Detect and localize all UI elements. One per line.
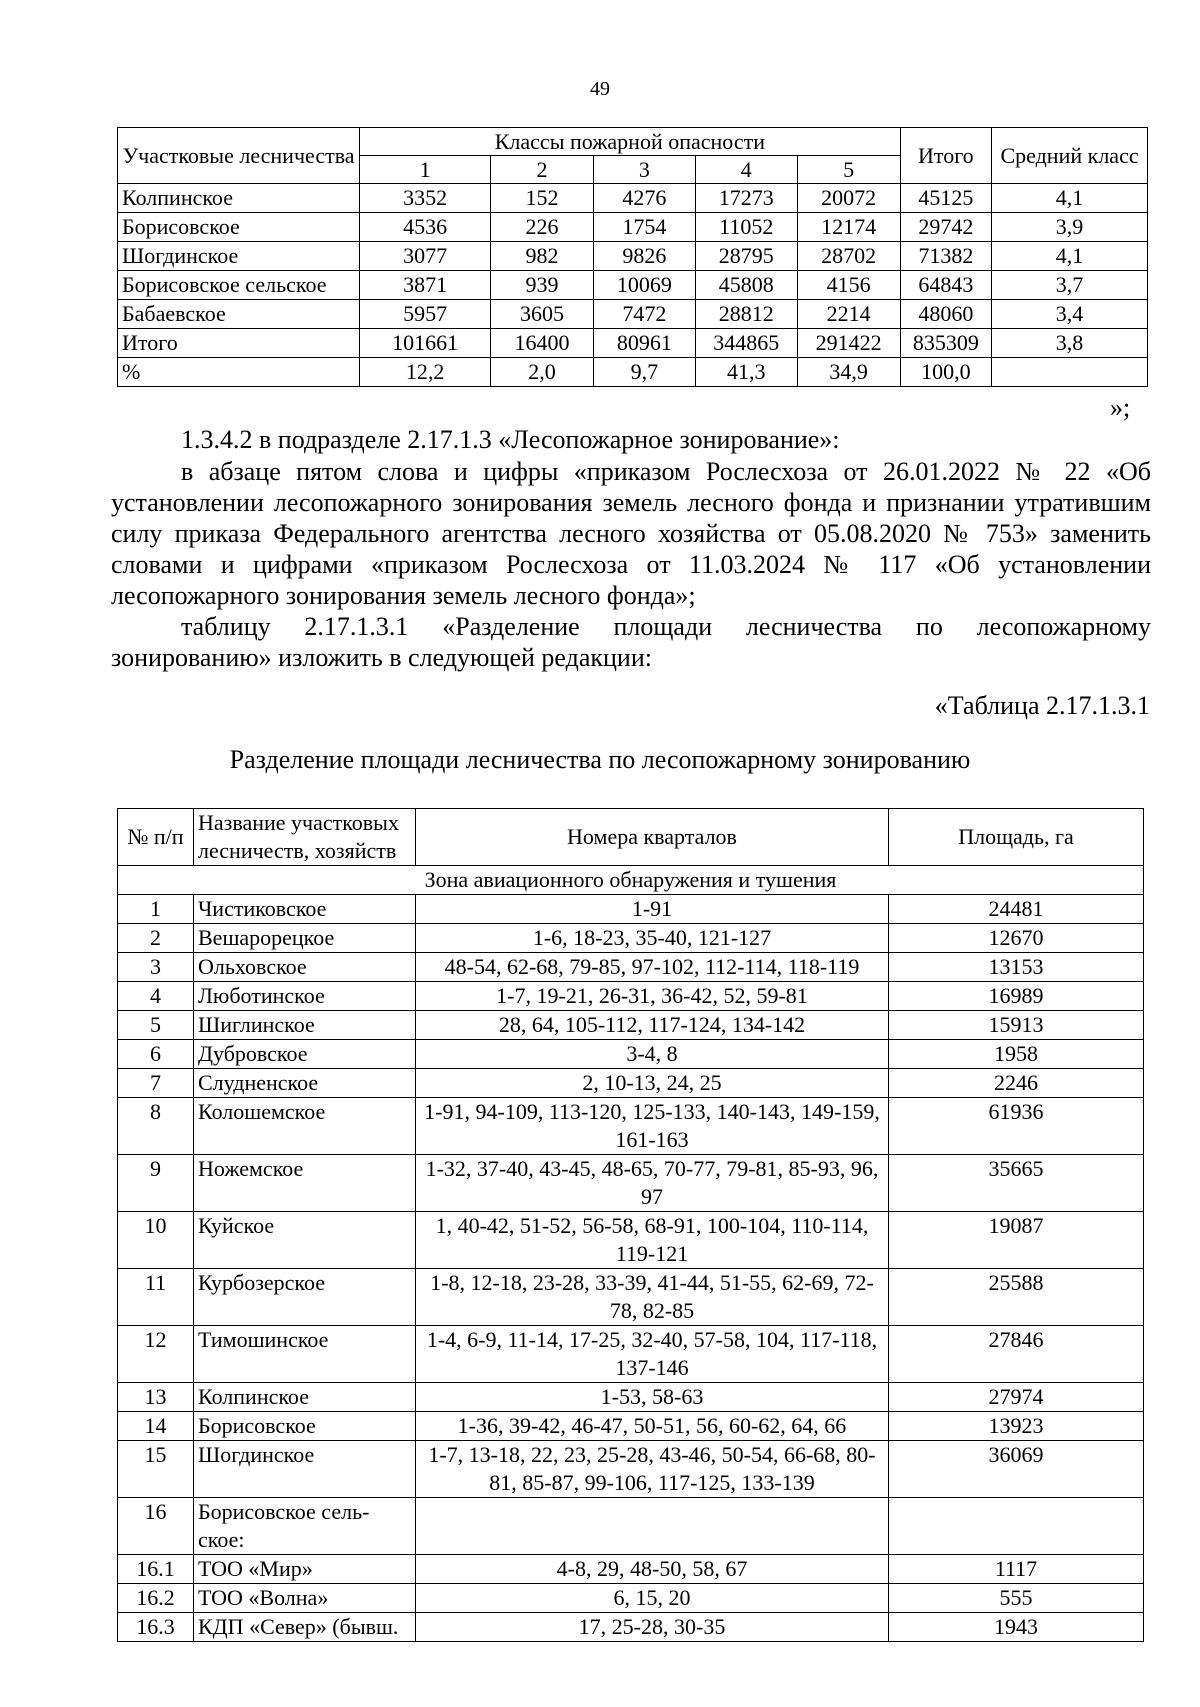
district-name: Борисовское [118,213,360,242]
total-value: 45125 [900,184,991,213]
table-row [118,1383,1144,1412]
table-row [118,358,1148,387]
table-row [118,1040,1144,1069]
quarter-numbers: 1-32, 37-40, 43-45, 48-65, 70-77, 79-81, 85-93, 96, 97 [416,1155,889,1212]
quarter-numbers: 6, 15, 20 [416,1584,889,1613]
header-class-num: 4 [695,156,797,184]
class-value: 7472 [594,300,696,329]
row-number: 10 [118,1212,194,1269]
class-value: 982 [491,242,594,271]
district-name: Борисовское сель-ское: [194,1498,416,1555]
row-number: 16.1 [118,1555,194,1584]
page-number: 49 [590,78,610,100]
district-name: Чистиковское [194,895,416,924]
table-title: Разделение площади лесничества по лесопожарному зонированию [229,745,971,774]
class-value: 152 [491,184,594,213]
header-name: Название участковых лесничеств, хозяйств [194,809,416,866]
area-value: 61936 [889,1098,1144,1155]
area-value: 12670 [889,924,1144,953]
row-number: 2 [118,924,194,953]
class-value: 28702 [797,242,900,271]
row-number: 6 [118,1040,194,1069]
fire-zoning-table [117,808,1144,1642]
district-name: Шиглинское [194,1011,416,1040]
total-value: 100,0 [900,358,991,387]
row-number: 11 [118,1269,194,1326]
quarter-numbers: 1-36, 39-42, 46-47, 50-51, 56, 60-62, 64, 66 [416,1412,889,1441]
class-value: 3077 [360,242,491,271]
table-row [118,1326,1144,1383]
district-name: Борисовское сельское [118,271,360,300]
class-value: 939 [491,271,594,300]
header-total: Итого [900,128,991,184]
row-number: 1 [118,895,194,924]
paragraph-subsection: 1.3.4.2 в подразделе 2.17.1.3 «Лесопожарное зонирование»: [181,425,840,454]
table-caption: «Таблица 2.17.1.3.1 [934,691,1150,720]
district-name: Вешарорецкое [194,924,416,953]
district-name: Колпинское [194,1383,416,1412]
class-value: 4156 [797,271,900,300]
row-number: 3 [118,953,194,982]
area-value: 15913 [889,1011,1144,1040]
quarter-numbers: 1-91, 94-109, 113-120, 125-133, 140-143, 149-159, 161-163 [416,1098,889,1155]
class-value: 34,9 [797,358,900,387]
district-name: Тимошинское [194,1326,416,1383]
district-name: Ножемское [194,1155,416,1212]
table-row [118,1155,1144,1212]
table-row [118,1412,1144,1441]
row-number: 16.3 [118,1613,194,1642]
avg-class-value: 4,1 [992,242,1148,271]
class-value: 291422 [797,329,900,358]
district-name: Дубровское [194,1040,416,1069]
area-value: 1943 [889,1613,1144,1642]
area-value: 555 [889,1584,1144,1613]
district-name: Колошемское [194,1098,416,1155]
header-class-num: 5 [797,156,900,184]
quarter-numbers: 1-7, 19-21, 26-31, 36-42, 52, 59-81 [416,982,889,1011]
class-value: 9826 [594,242,696,271]
zone-row: Зона авиационного обнаружения и тушения [118,866,1144,895]
district-name: Шогдинское [194,1441,416,1498]
class-value: 20072 [797,184,900,213]
total-value: 29742 [900,213,991,242]
class-value: 9,7 [594,358,696,387]
table-row [118,1069,1144,1098]
avg-class-value [992,358,1148,387]
class-value: 10069 [594,271,696,300]
header-district: Участковые лесничества [118,128,360,184]
table-row [118,1098,1144,1155]
row-number: 12 [118,1326,194,1383]
class-value: 3352 [360,184,491,213]
header-class-num: 2 [491,156,594,184]
total-value: 48060 [900,300,991,329]
row-number: 13 [118,1383,194,1412]
avg-class-value: 3,9 [992,213,1148,242]
total-value: 64843 [900,271,991,300]
table-row [118,1441,1144,1498]
class-value: 226 [491,213,594,242]
table-row [118,1269,1144,1326]
area-value: 27974 [889,1383,1144,1412]
district-name: Шогдинское [118,242,360,271]
quarter-numbers: 1-7, 13-18, 22, 23, 25-28, 43-46, 50-54, 66-68, 80-81, 85-87, 99-106, 117-125, 133-139 [416,1441,889,1498]
class-value: 17273 [695,184,797,213]
table-row [118,982,1144,1011]
class-value: 4276 [594,184,696,213]
quarter-numbers: 4-8, 29, 48-50, 58, 67 [416,1555,889,1584]
header-area: Площадь, га [889,809,1144,866]
quarter-numbers: 2, 10-13, 24, 25 [416,1069,889,1098]
district-name: Люботинское [194,982,416,1011]
area-value: 1117 [889,1555,1144,1584]
area-value: 27846 [889,1326,1144,1383]
row-number: 14 [118,1412,194,1441]
row-number: 7 [118,1069,194,1098]
district-name: Колпинское [118,184,360,213]
table-row [118,1498,1144,1555]
area-value: 19087 [889,1212,1144,1269]
avg-class-value: 4,1 [992,184,1148,213]
district-name: Борисовское [194,1412,416,1441]
class-value: 28795 [695,242,797,271]
paragraph-amendment: в абзаце пятом слова и цифры «приказом Рослесхоза от 26.01.2022 № 22 «Об установлении лесопожарного зонирования земель лесного фонда и признании утратившим силу приказа Федерального агентства лесного хозяйства от 05.08.2020 № 753» заменить словами и цифрами «приказом Рослесхоза от 11.03.2024 № 117 «Об установлении лесопожарного зонирования земель лесного фонда»; [111,457,1151,610]
table-row [118,213,1148,242]
district-name: Куйское [194,1212,416,1269]
table-row [118,924,1144,953]
class-value: 3605 [491,300,594,329]
class-value: 41,3 [695,358,797,387]
row-number: 15 [118,1441,194,1498]
class-value: 1754 [594,213,696,242]
table-row [118,895,1144,924]
avg-class-value: 3,8 [992,329,1148,358]
row-number: 16.2 [118,1584,194,1613]
area-value [889,1498,1144,1555]
header-class-num: 3 [594,156,696,184]
class-value: 2,0 [491,358,594,387]
district-name: КДП «Север» (бывш. [194,1613,416,1642]
district-name: Итого [118,329,360,358]
class-value: 12174 [797,213,900,242]
district-name: % [118,358,360,387]
fire-danger-classes-table [117,127,1148,387]
district-name: ТОО «Мир» [194,1555,416,1584]
table-row [118,1555,1144,1584]
row-number: 16 [118,1498,194,1555]
class-value: 5957 [360,300,491,329]
quarter-numbers: 1-91 [416,895,889,924]
table-row [118,329,1148,358]
header-num: № п/п [118,809,194,866]
table-row [118,1584,1144,1613]
table-row [118,1212,1144,1269]
district-name: Слудненское [194,1069,416,1098]
total-value: 71382 [900,242,991,271]
table-row [118,271,1148,300]
class-value: 4536 [360,213,491,242]
district-name: Курбозерское [194,1269,416,1326]
quarter-numbers: 28, 64, 105-112, 117-124, 134-142 [416,1011,889,1040]
district-name: ТОО «Волна» [194,1584,416,1613]
total-value: 835309 [900,329,991,358]
quarter-numbers: 1-53, 58-63 [416,1383,889,1412]
class-value: 2214 [797,300,900,329]
header-class-num: 1 [360,156,491,184]
header-quarters: Номера кварталов [416,809,889,866]
table-row [118,300,1148,329]
area-value: 13923 [889,1412,1144,1441]
table-row [118,1613,1144,1642]
quarter-numbers: 1-6, 18-23, 35-40, 121-127 [416,924,889,953]
quarter-numbers: 17, 25-28, 30-35 [416,1613,889,1642]
quarter-numbers: 1-8, 12-18, 23-28, 33-39, 41-44, 51-55, 62-69, 72-78, 82-85 [416,1269,889,1326]
class-value: 80961 [594,329,696,358]
table-row [118,242,1148,271]
area-value: 1958 [889,1040,1144,1069]
quarter-numbers: 48-54, 62-68, 79-85, 97-102, 112-114, 118-119 [416,953,889,982]
area-value: 25588 [889,1269,1144,1326]
area-value: 13153 [889,953,1144,982]
avg-class-value: 3,4 [992,300,1148,329]
class-value: 344865 [695,329,797,358]
quarter-numbers: 1-4, 6-9, 11-14, 17-25, 32-40, 57-58, 104, 117-118, 137-146 [416,1326,889,1383]
area-value: 24481 [889,895,1144,924]
class-value: 12,2 [360,358,491,387]
row-number: 4 [118,982,194,1011]
table-row [118,184,1148,213]
table-row [118,953,1144,982]
row-number: 5 [118,1011,194,1040]
row-number: 9 [118,1155,194,1212]
area-value: 35665 [889,1155,1144,1212]
class-value: 28812 [695,300,797,329]
area-value: 36069 [889,1441,1144,1498]
header-avg-class: Средний класс [992,128,1148,184]
class-value: 16400 [491,329,594,358]
class-value: 45808 [695,271,797,300]
district-name: Ольховское [194,953,416,982]
class-value: 101661 [360,329,491,358]
table-row [118,1011,1144,1040]
area-value: 2246 [889,1069,1144,1098]
quarter-numbers: 3-4, 8 [416,1040,889,1069]
class-value: 3871 [360,271,491,300]
area-value: 16989 [889,982,1144,1011]
district-name: Бабаевское [118,300,360,329]
quarter-numbers: 1, 40-42, 51-52, 56-58, 68-91, 100-104, 110-114, 119-121 [416,1212,889,1269]
avg-class-value: 3,7 [992,271,1148,300]
row-number: 8 [118,1098,194,1155]
header-classes: Классы пожарной опасности [360,128,900,156]
class-value: 11052 [695,213,797,242]
quote-close: »; [1110,393,1131,422]
paragraph-table-replace: таблицу 2.17.1.3.1 «Разделение площади лесничества по лесопожарному зонированию» изложить в следующей редакции: [111,612,1151,672]
quarter-numbers [416,1498,889,1555]
